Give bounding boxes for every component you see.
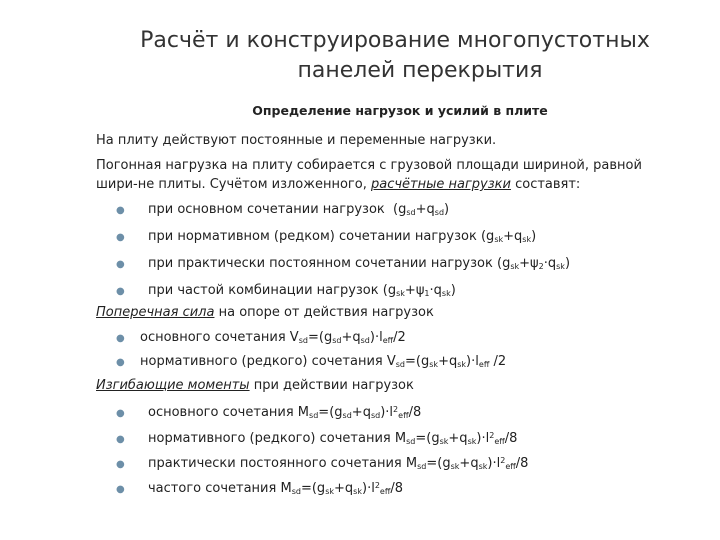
bullet-icon: ● xyxy=(116,232,125,243)
bullet-icon: ● xyxy=(116,333,125,344)
bullet-icon: ● xyxy=(116,484,125,495)
title-line-1: Расчёт и конструирование многопустотных xyxy=(140,28,650,53)
list-item-text: при нормативном (редком) сочетании нагрузок xyxy=(148,229,477,244)
title-line-2: панелей перекрытия xyxy=(297,58,543,83)
formula: $(g_{sd}+q_{sd})$ xyxy=(388,202,450,217)
list-item-text: при практически постоянном сочетании нагрузок xyxy=(148,256,493,271)
bullet-icon: ● xyxy=(116,434,125,445)
bending-moments-link[interactable]: Изгибающие моменты xyxy=(96,378,250,393)
bullet-icon: ● xyxy=(116,205,125,216)
formula: $(g_{sk}+\psi_1\cdot q_{sk})$ xyxy=(382,283,456,298)
slide-title xyxy=(100,26,700,86)
moment-heading xyxy=(96,377,414,395)
shear-heading-text: на опоре от действия нагрузок xyxy=(218,305,434,320)
list-item-text: нормативного (редкого) сочетания M xyxy=(148,431,407,446)
list-item-text: частого сочетания M xyxy=(148,481,292,496)
list-item-text: нормативного (редкого) сочетания V xyxy=(140,354,396,369)
shear-heading xyxy=(96,304,434,322)
paragraph-text: шири-не плиты. Сучётом изложенного, xyxy=(96,177,367,192)
bullet-icon: ● xyxy=(116,357,125,368)
bullet-icon: ● xyxy=(116,408,125,419)
design-loads-link[interactable]: расчётные нагрузки xyxy=(370,177,511,192)
formula: $(g_{sk}+q_{sk})$ xyxy=(480,229,537,244)
paragraph-text: составят: xyxy=(515,177,581,192)
list-item-text: основного сочетания M xyxy=(148,405,310,420)
list-item-text: при основном сочетании нагрузок xyxy=(148,202,385,217)
shear-force-link[interactable]: Поперечная сила xyxy=(96,305,215,320)
bullet-icon: ● xyxy=(116,286,125,297)
paragraph-line: Погонная нагрузка на плиту собирается с грузовой площади шириной, равной xyxy=(96,158,642,173)
list-item-text: основного сочетания V xyxy=(140,330,299,345)
moment-heading-text: при действии нагрузок xyxy=(253,378,414,393)
list-item-text: практически постоянного сочетания M xyxy=(148,456,418,471)
formula: $(g_{sk}+\psi_2\cdot q_{sk})$ xyxy=(496,256,571,271)
section-subtitle: Определение нагрузок и усилий в плите xyxy=(252,103,548,118)
list-item-text: при частой комбинации нагрузок xyxy=(148,283,379,298)
paragraph-line xyxy=(96,176,580,194)
bullet-icon: ● xyxy=(116,259,125,270)
paragraph-loads-intro: На плиту действуют постоянные и переменные нагрузки. xyxy=(96,133,497,148)
bullet-icon: ● xyxy=(116,459,125,470)
